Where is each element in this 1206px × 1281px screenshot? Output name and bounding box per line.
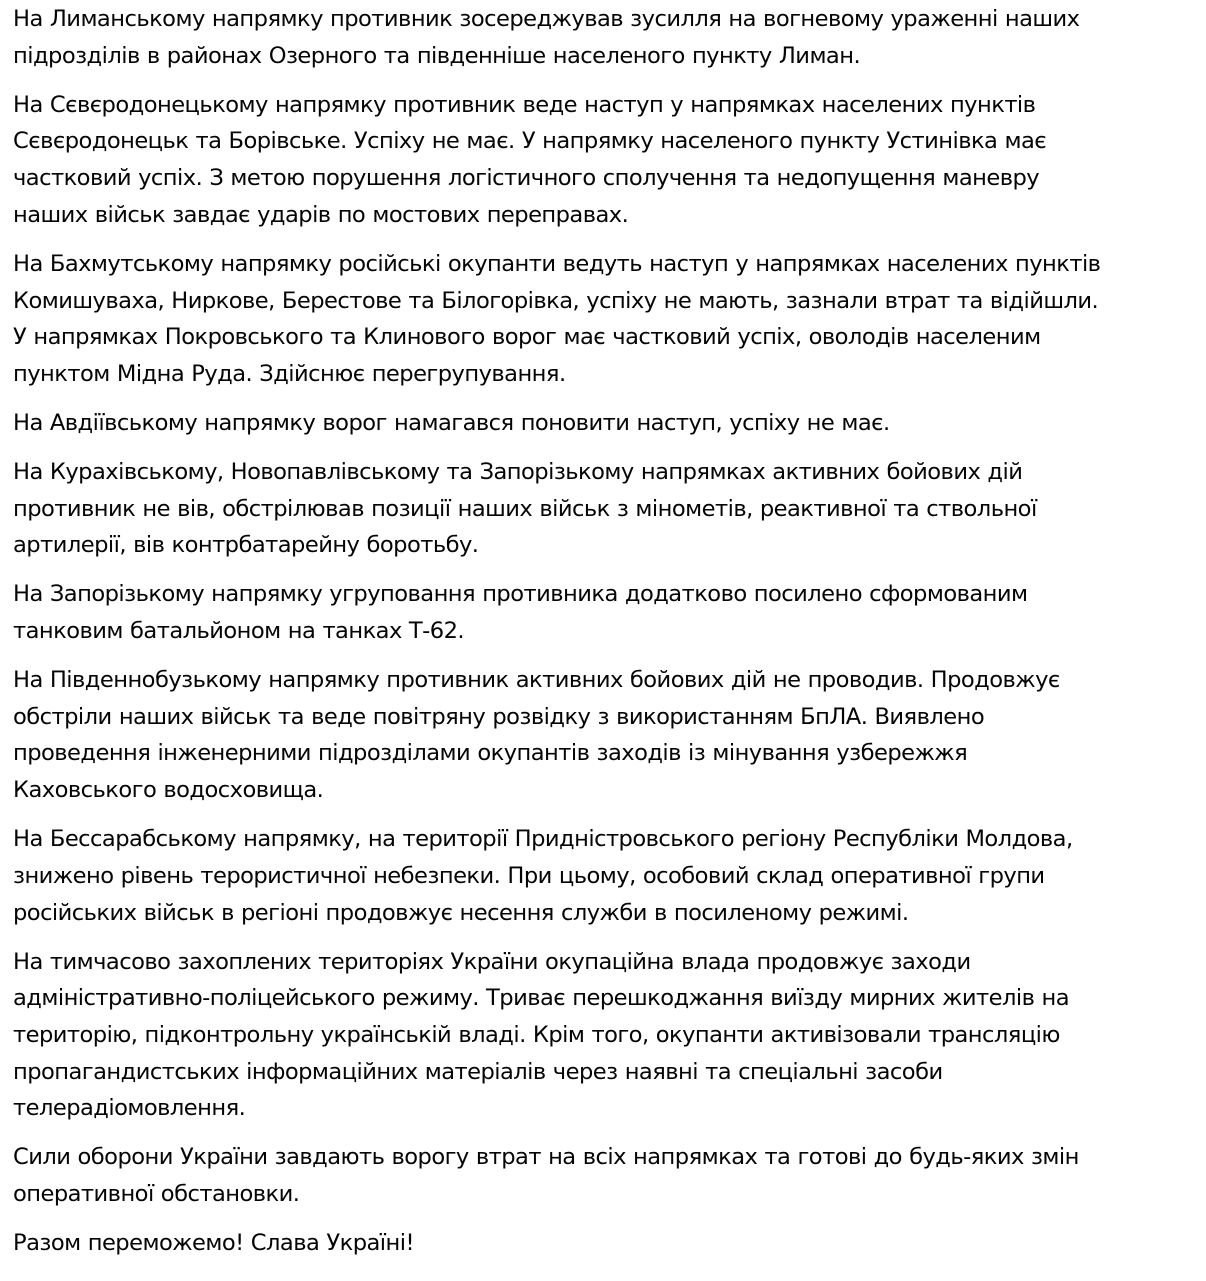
paragraph-defense-forces <box>13 1139 1198 1212</box>
text-line: Разом переможемо! Слава Україні! <box>13 1230 414 1257</box>
paragraph-bessarabia-direction <box>13 821 1198 931</box>
post-body <box>0 1 1206 1262</box>
text-line: артилерії, вів контрбатарейну боротьбу. <box>13 532 479 559</box>
paragraph-bakhmut-direction <box>13 246 1198 393</box>
text-line: На Сєвєродонецькому напрямку противник веде наступ у напрямках населених пунктів <box>13 91 1036 118</box>
text-line: проведення інженерними підрозділами окупантів заходів із мінування узбережжя <box>13 740 968 767</box>
text-line: підрозділів в районах Озерного та південніше населеного пункту Лиман. <box>13 42 861 69</box>
text-line: адміністративно-поліцейського режиму. Триває перешкоджання виїзду мирних жителів на <box>13 985 1070 1012</box>
text-line: На Лиманському напрямку противник зосереджував зусилля на вогневому ураженні наших <box>13 6 1080 32</box>
paragraph-avdiivka-direction <box>13 405 1198 442</box>
text-line: танковим батальйоном на танках Т-62. <box>13 618 465 645</box>
text-line: пунктом Мідна Руда. Здійснює перегрупування. <box>13 360 566 387</box>
text-line: На Бессарабському напрямку, на території Придністровського регіону Республіки Молдова, <box>13 826 1073 853</box>
paragraph-closing-slogan <box>13 1225 1198 1262</box>
text-line: На Бахмутському напрямку російські окупанти ведуть наступ у напрямках населених пунктів <box>13 250 1101 277</box>
text-line: На Запорізькому напрямку угруповання противника додатково посилено сформованим <box>13 581 1028 608</box>
paragraph-lyman-direction <box>13 1 1198 74</box>
paragraph-southern-buh-direction <box>13 662 1198 809</box>
text-line: обстріли наших військ та веде повітряну розвідку з використанням БпЛА. Виявлено <box>13 703 985 730</box>
text-line: На тимчасово захоплених територіях України окупаційна влада продовжує заходи <box>13 948 971 975</box>
text-line: У напрямках Покровського та Клинового ворог має частковий успіх, оволодів населеним <box>13 324 1041 351</box>
text-line: Комишуваха, Нирковe, Берестове та Білогорівка, успіху не мають, зазнали втрат та відійшли. <box>13 287 1099 314</box>
text-line: російських військ в регіоні продовжує несення служби в посиленому режимі. <box>13 899 909 926</box>
text-line: оперативної обстановки. <box>13 1181 300 1208</box>
text-line: наших військ завдає ударів по мостових переправах. <box>13 201 629 228</box>
text-line: пропагандистських інформаційних матеріалів через наявні та спеціальні засоби <box>13 1058 943 1085</box>
paragraph-zaporizhzhia-direction <box>13 576 1198 649</box>
text-line: На Авдіївському напрямку ворог намагався поновити наступ, успіху не має. <box>13 409 890 436</box>
text-line: територію, підконтрольну українській владі. Крім того, окупанти активізовали трансляцію <box>13 1021 1060 1048</box>
text-line: На Курахівському, Новопавлівському та Запорізькому напрямках активних бойових дій <box>13 458 1023 485</box>
paragraph-occupied-territories <box>13 944 1198 1128</box>
text-line: Сили оборони України завдають ворогу втрат на всіх напрямках та готові до будь-яких змін <box>13 1144 1079 1171</box>
text-line: телерадіомовлення. <box>13 1095 246 1122</box>
text-line: противник не вів, обстрілював позиції наших військ з мінометів, реактивної та ствольної <box>13 495 1037 522</box>
paragraph-kurakhove-direction <box>13 454 1198 564</box>
text-line: Сєвєродонецьк та Борівське. Успіху не має. У напрямку населеного пункту Устинівка має <box>13 128 1047 155</box>
text-line: частковий успіх. З метою порушення логістичного сполучення та недопущення маневру <box>13 165 1040 192</box>
text-line: На Південнобузькому напрямку противник активних бойових дій не проводив. Продовжує <box>13 667 1060 694</box>
text-line: Каховського водосховища. <box>13 777 324 804</box>
text-line: знижено рівень терористичної небезпеки. При цьому, особовий склад оперативної групи <box>13 862 1045 889</box>
paragraph-sievierodonetsk-direction <box>13 87 1198 234</box>
